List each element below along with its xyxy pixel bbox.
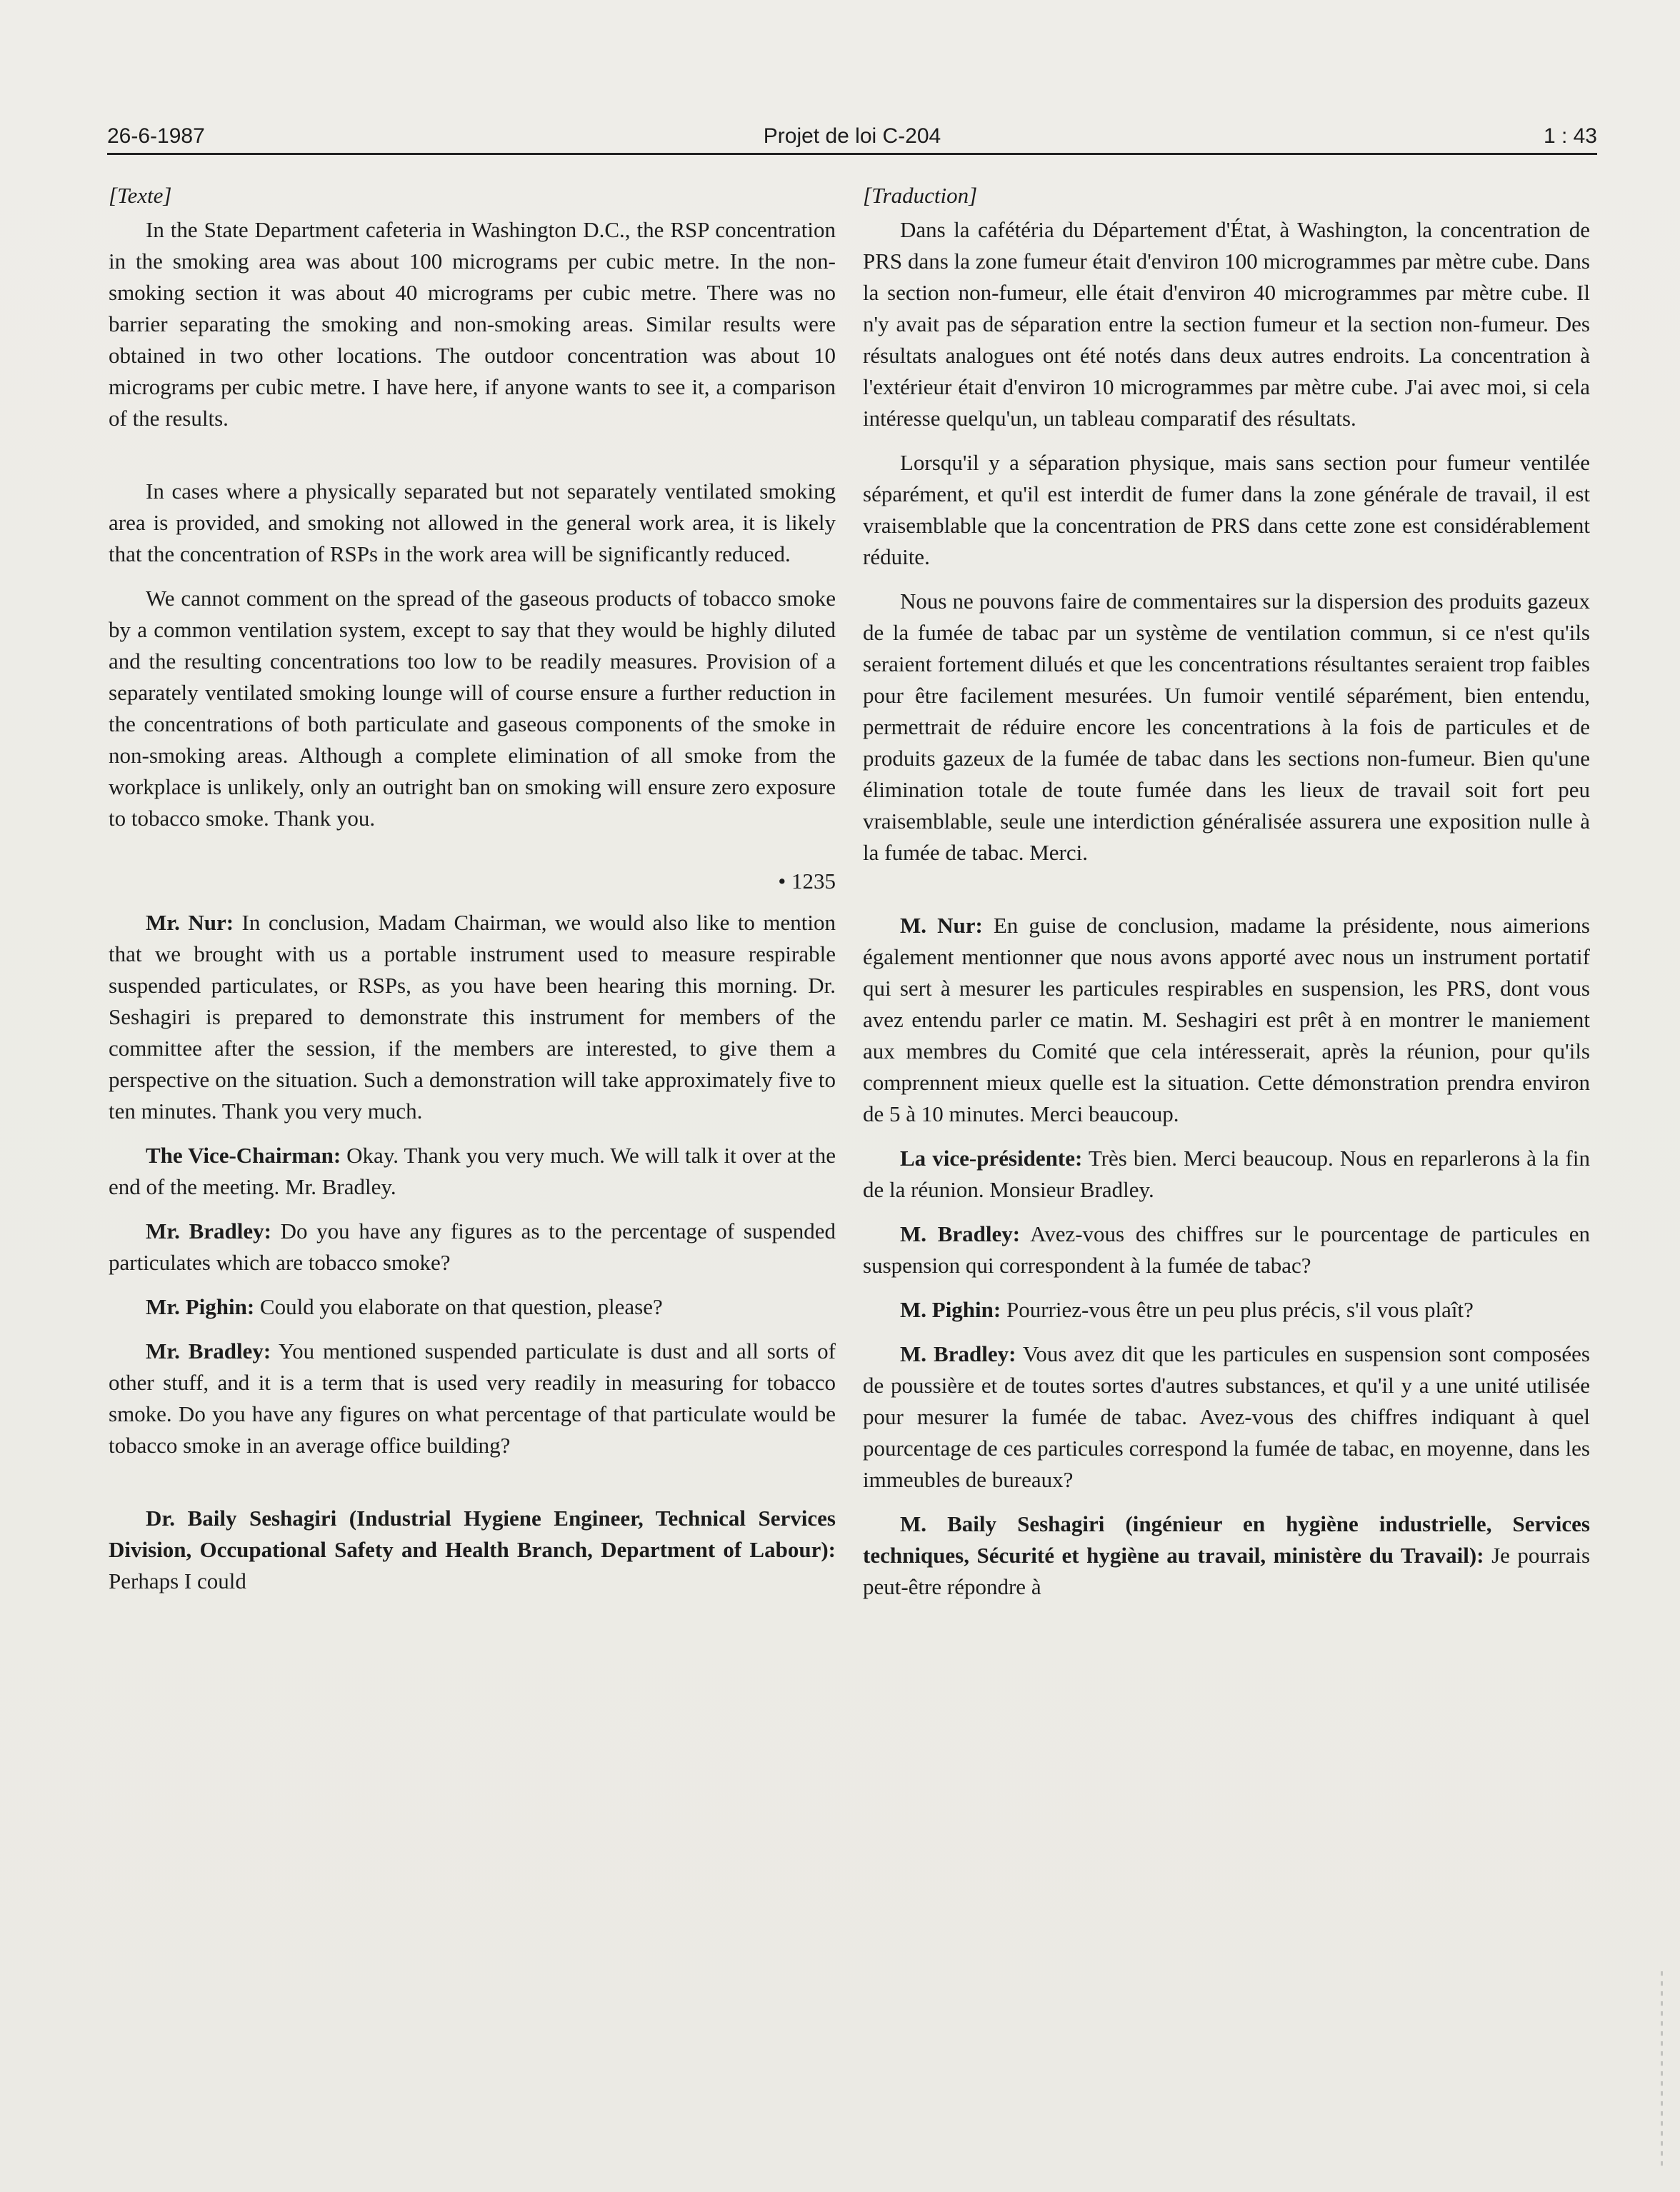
speech-text: Do you have any figures as to the percentage of suspended particulates which are tobacco smoke?: [109, 1218, 836, 1275]
paragraph: Nous ne pouvons faire de commentaires sur la dispersion des produits gazeux de la fumée de tabac par un système de ventilation commun, si ce n'est qu'ils seraient fortement dilués et que les concentrations résultantes seraient trop faibles pour être facilement mesurées. Un fumoir ventilé séparément, bien entendu, permettrait de réduire encore les concentrations à la fois de particules et de produits gazeux de la fumée de tabac dans les sections non-fumeur. Bien qu'une élimination totale de toute fumée dans les lieux de travail soit fort peu vraisemblable, seule une interdiction généralisée assurera une exposition nulle à la fumée de tabac. Merci.: [863, 589, 1590, 865]
running-header: [107, 121, 1597, 153]
speaker-name: M. Nur:: [900, 913, 983, 938]
text-label: [Texte]: [109, 183, 172, 208]
speaker-name: Mr. Nur:: [146, 910, 234, 935]
header-rule: [107, 153, 1597, 155]
speech-text: You mentioned suspended particulate is dust and all sorts of other stuff, and it is a term that is used very readily in measuring for tobacco smoke. Do you have any figures on what percentage of that particulate would be tobacco smoke in an average office building?: [109, 1338, 836, 1458]
paragraph: In cases where a physically separated but not separately ventilated smoking area is provided, and smoking not allowed in the general work area, it is likely that the concentration of RSPs in the work area will be significantly reduced.: [109, 479, 836, 566]
paragraph: [863, 1218, 1590, 1281]
paragraph: [863, 1338, 1590, 1496]
speaker-name: Mr. Bradley:: [146, 1338, 271, 1363]
header-date: 26-6-1987: [107, 124, 205, 148]
paragraph: [109, 1216, 836, 1278]
paragraph: Dans la cafétéria du Département d'État, à Washington, la concentration de PRS dans la zone fumeur était d'environ 100 microgrammes par mètre cube. Dans la section non-fumeur, elle était d'environ 40 microgrammes par mètre cube. Il n'y avait pas de séparation entre la section fumeur et la section non-fumeur. Des résultats analogues ont été notés dans deux autres endroits. La concentration à l'extérieur était d'environ 10 microgrammes par mètre cube. J'ai avec moi, si cela intéresse quelqu'un, un tableau comparatif des résultats.: [863, 217, 1590, 431]
speaker-name: M. Pighin:: [900, 1297, 1001, 1322]
speech-text: Okay. Thank you very much. We will talk it over at the end of the meeting. Mr. Bradley.: [109, 1143, 836, 1199]
speaker-name: M. Bradley:: [900, 1221, 1021, 1246]
speech-text: Pourriez-vous être un peu plus précis, s'il vous plaît?: [1001, 1297, 1474, 1322]
paragraph: In the State Department cafeteria in Washington D.C., the RSP concentration in the smoking area was about 100 micrograms per cubic metre. In the non-smoking section it was about 40 micrograms per cubic metre. There was no barrier separating the smoking and non-smoking areas. Similar results were obtained in two other locations. The outdoor concentration was about 10 micrograms per cubic metre. I have here, if anyone wants to see it, a comparison of the results.: [109, 217, 836, 431]
speaker-name: La vice-présidente:: [900, 1146, 1083, 1171]
speech-text: Très bien. Merci beaucoup. Nous en reparlerons à la fin de la réunion. Monsieur Bradley.: [863, 1146, 1590, 1202]
paragraph: [863, 1294, 1590, 1326]
speech-text: Could you elaborate on that question, please?: [254, 1294, 663, 1319]
paragraph: [109, 907, 836, 1127]
english-column: [109, 180, 836, 1621]
speaker-name: The Vice-Chairman:: [146, 1143, 341, 1168]
paragraph: [109, 1336, 836, 1461]
paragraph: [863, 910, 1590, 1130]
paragraph: [109, 1140, 836, 1203]
scan-edge-mark: [1661, 1971, 1663, 2171]
header-page-number: 1 : 43: [1543, 124, 1597, 148]
header-title: Projet de loi C-204: [763, 124, 941, 148]
speech-text: In conclusion, Madam Chairman, we would also like to mention that we brought with us a portable instrument used to measure respirable suspended particulates, or RSPs, as you have been hearing this morning. Dr. Seshagiri is prepared to demonstrate this instrument for members of the committee after the session, if the members are interested, to give them a perspective on the situation. Such a demonstration will take approximately five to ten minutes. Thank you very much.: [109, 910, 836, 1123]
paragraph: [863, 1143, 1590, 1206]
translation-label: [Traduction]: [863, 183, 978, 208]
paragraph: [109, 1503, 836, 1597]
paragraph: We cannot comment on the spread of the gaseous products of tobacco smoke by a common ventilation system, except to say that they would be highly diluted and the resulting concentrations too low to be readily measures. Provision of a separately ventilated smoking lounge will of course ensure a further reduction in the concentrations of both particulate and gaseous components of the smoke in non-smoking areas. Although a complete elimination of all smoke from the workplace is unlikely, only an outright ban on smoking will ensure zero exposure to tobacco smoke. Thank you.: [109, 586, 836, 831]
paragraph: [863, 1508, 1590, 1603]
speaker-name: Dr. Baily Seshagiri (Industrial Hygiene Engineer, Technical Services Division, Occupational Safety and Health Branch, Department of Labour):: [109, 1506, 836, 1562]
speaker-name: Mr. Bradley:: [146, 1218, 271, 1243]
speech-text: Vous avez dit que les particules en suspension sont composées de poussière et de toutes sortes d'autres substances, et qu'il y a une unité utilisée pour mesurer la fumée de tabac. Avez-vous des chiffres indiquant à quel pourcentage de ces particules correspond la fumée de tabac, en moyenne, dans les immeubles de bureaux?: [863, 1341, 1590, 1492]
speaker-name: M. Bradley:: [900, 1341, 1016, 1366]
paragraph: Lorsqu'il y a séparation physique, mais sans section pour fumeur ventilée séparément, et qu'il est interdit de fumer dans la zone générale de travail, il est vraisemblable que la concentration de PRS dans cette zone est considérablement réduite.: [863, 450, 1590, 569]
speaker-name: M. Baily Seshagiri (ingénieur en hygiène industrielle, Services techniques, Sécurité et hygiène au travail, ministère du Travail):: [863, 1511, 1590, 1568]
paragraph: [109, 1291, 836, 1323]
speech-text: Perhaps I could: [109, 1568, 246, 1593]
french-column: [863, 180, 1590, 1627]
speech-text: Je pourrais peut-être répondre à: [863, 1543, 1591, 1599]
speech-text: En guise de conclusion, madame la présidente, nous aimerions également mentionner que nous avons apporté avec nous un instrument portatif qui sert à mesurer les particules respirables en suspension, les PRS, dont vous avez entendu parler ce matin. M. Seshagiri est prêt à en montrer le maniement aux membres du Comité que cela intéresserait, après la réunion, pour qu'ils comprennent mieux quelle est la situation. Cette démonstration prendra environ de 5 à 10 minutes. Merci beaucoup.: [863, 913, 1590, 1126]
speech-text: Avez-vous des chiffres sur le pourcentage de particules en suspension qui correspondent à la fumée de tabac?: [863, 1221, 1591, 1278]
time-stamp: • 1235: [778, 869, 836, 894]
speaker-name: Mr. Pighin:: [146, 1294, 255, 1319]
